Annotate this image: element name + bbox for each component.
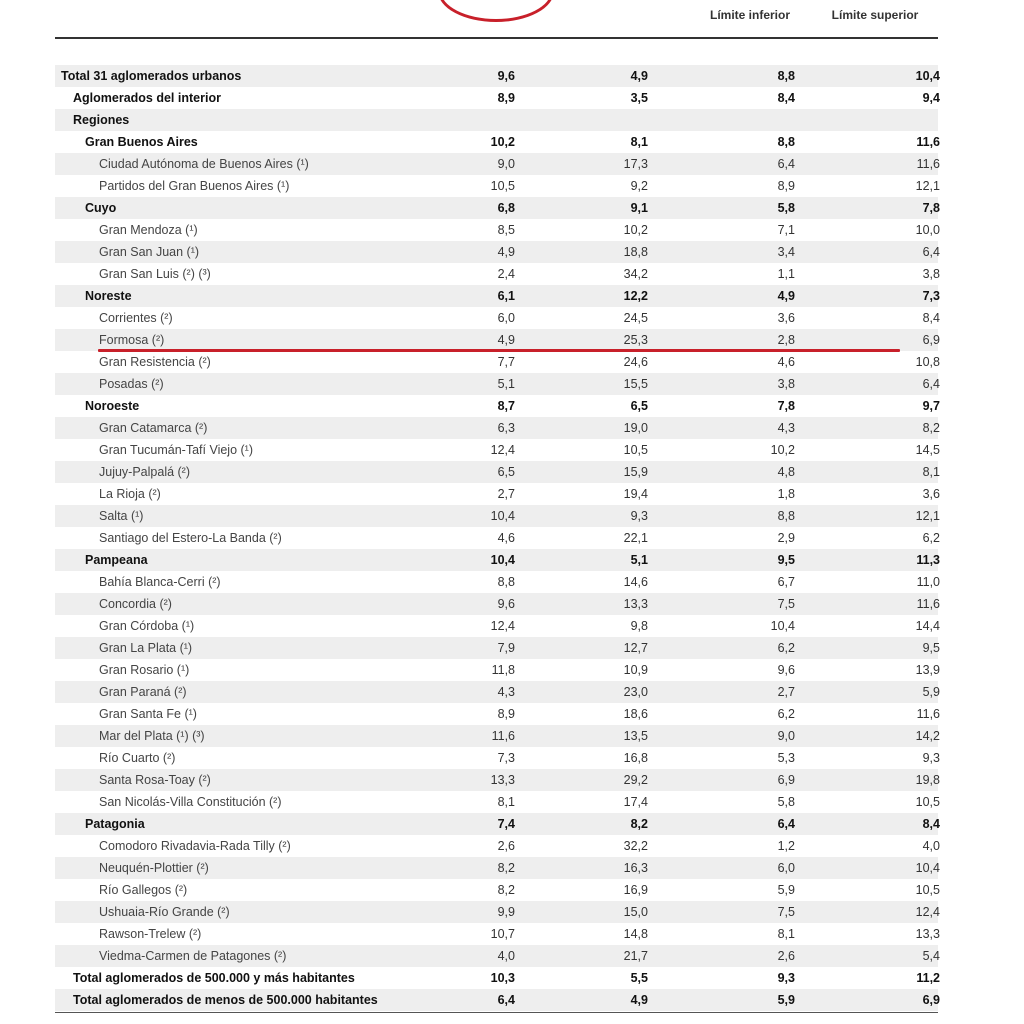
cv-cell: 12,2 <box>623 289 648 303</box>
lower-limit-cell: 1,8 <box>777 487 795 501</box>
table-row <box>55 813 938 835</box>
value-cell: 6,8 <box>497 201 515 215</box>
lower-limit-cell: 3,6 <box>777 311 795 325</box>
value-cell: 6,3 <box>497 421 515 435</box>
lower-limit-cell: 4,3 <box>777 421 795 435</box>
table-row <box>55 725 938 747</box>
value-cell: 10,2 <box>490 135 515 149</box>
value-cell: 5,1 <box>497 377 515 391</box>
table-row <box>55 395 938 417</box>
cv-cell: 16,3 <box>623 861 648 875</box>
cv-cell: 3,5 <box>630 91 648 105</box>
table-row <box>55 197 938 219</box>
lower-limit-cell: 7,8 <box>777 399 795 413</box>
lower-limit-cell: 9,5 <box>777 553 795 567</box>
table-row <box>55 241 938 263</box>
lower-limit-cell: 4,6 <box>777 355 795 369</box>
value-cell: 7,7 <box>497 355 515 369</box>
value-cell: 9,0 <box>497 157 515 171</box>
table-row <box>55 989 938 1011</box>
lower-limit-cell: 9,3 <box>777 971 795 985</box>
upper-limit-cell: 6,9 <box>922 333 940 347</box>
value-cell: 13,3 <box>490 773 515 787</box>
lower-limit-cell: 5,8 <box>777 201 795 215</box>
lower-limit-cell: 8,4 <box>777 91 795 105</box>
value-cell: 6,0 <box>497 311 515 325</box>
table-row <box>55 461 938 483</box>
cv-cell: 16,9 <box>623 883 648 897</box>
row-label: Total 31 aglomerados urbanos <box>61 69 242 83</box>
row-label: Neuquén-Plottier (²) <box>99 861 209 875</box>
lower-limit-cell: 8,1 <box>777 927 795 941</box>
cv-cell: 9,3 <box>630 509 648 523</box>
cv-cell: 19,0 <box>623 421 648 435</box>
upper-limit-cell: 13,3 <box>915 927 940 941</box>
table-row <box>55 703 938 725</box>
row-label: Gran San Luis (²) (³) <box>99 267 211 281</box>
row-label: Total aglomerados de menos de 500.000 habitantes <box>73 993 378 1007</box>
row-label: Bahía Blanca-Cerri (²) <box>99 575 221 589</box>
value-cell: 10,7 <box>490 927 515 941</box>
lower-limit-cell: 10,2 <box>770 443 795 457</box>
upper-limit-cell: 9,5 <box>922 641 940 655</box>
upper-limit-cell: 11,6 <box>916 597 940 611</box>
upper-limit-cell: 12,1 <box>915 509 940 523</box>
upper-limit-cell: 10,0 <box>915 223 940 237</box>
table-row <box>55 659 938 681</box>
row-label: Viedma-Carmen de Patagones (²) <box>99 949 287 963</box>
upper-limit-cell: 19,8 <box>915 773 940 787</box>
table-row <box>55 307 938 329</box>
cv-cell: 16,8 <box>623 751 648 765</box>
upper-limit-cell: 10,5 <box>915 795 940 809</box>
row-label: Río Gallegos (²) <box>99 883 188 897</box>
row-label: Santiago del Estero-La Banda (²) <box>99 531 282 545</box>
cv-cell: 18,8 <box>623 245 648 259</box>
upper-limit-cell: 10,8 <box>915 355 940 369</box>
table-row <box>55 549 938 571</box>
upper-limit-cell: 10,4 <box>915 861 940 875</box>
upper-limit-cell: 8,4 <box>922 817 940 831</box>
upper-limit-cell: 10,5 <box>915 883 940 897</box>
table-row <box>55 615 938 637</box>
upper-limit-cell: 3,6 <box>922 487 940 501</box>
value-cell: 7,4 <box>497 817 515 831</box>
lower-limit-cell: 2,8 <box>777 333 795 347</box>
upper-limit-cell: 4,0 <box>922 839 940 853</box>
cv-cell: 34,2 <box>623 267 648 281</box>
upper-limit-cell: 6,4 <box>922 245 940 259</box>
table-row <box>55 417 938 439</box>
row-label: Concordia (²) <box>99 597 172 611</box>
cv-cell: 4,9 <box>630 993 648 1007</box>
lower-limit-cell: 3,4 <box>777 245 795 259</box>
row-label: Mar del Plata (¹) (³) <box>99 729 205 743</box>
red-circle-annotation <box>438 0 554 22</box>
cv-cell: 24,6 <box>623 355 648 369</box>
cv-cell: 23,0 <box>623 685 648 699</box>
lower-limit-cell: 5,8 <box>777 795 795 809</box>
row-label: Ciudad Autónoma de Buenos Aires (¹) <box>99 157 309 171</box>
upper-limit-cell: 12,4 <box>915 905 940 919</box>
lower-limit-cell: 6,9 <box>777 773 795 787</box>
table-row <box>55 109 938 131</box>
table-row <box>55 131 938 153</box>
header-lower-limit: Límite inferior <box>709 8 790 22</box>
cv-cell: 15,5 <box>623 377 648 391</box>
value-cell: 10,5 <box>490 179 515 193</box>
cv-cell: 5,1 <box>630 553 648 567</box>
value-cell: 10,3 <box>490 971 515 985</box>
row-label: Rawson-Trelew (²) <box>99 927 202 941</box>
row-label: Gran Córdoba (¹) <box>99 619 195 633</box>
lower-limit-cell: 2,9 <box>777 531 795 545</box>
cv-cell: 13,3 <box>623 597 648 611</box>
header-rule <box>55 37 938 39</box>
value-cell: 12,4 <box>490 443 515 457</box>
row-label: Salta (¹) <box>99 509 144 523</box>
red-underline-annotation <box>98 349 900 352</box>
cv-cell: 9,1 <box>630 201 648 215</box>
cv-cell: 8,1 <box>630 135 648 149</box>
row-label: Regiones <box>73 113 130 127</box>
cv-cell: 5,5 <box>630 971 648 985</box>
upper-limit-cell: 8,2 <box>922 421 940 435</box>
upper-limit-cell: 11,3 <box>916 553 940 567</box>
upper-limit-cell: 11,6 <box>916 135 940 149</box>
lower-limit-cell: 4,8 <box>777 465 795 479</box>
value-cell: 8,2 <box>497 861 515 875</box>
upper-limit-cell: 11,6 <box>916 707 940 721</box>
table-row <box>55 219 938 241</box>
row-label: Noreste <box>85 289 132 303</box>
lower-limit-cell: 7,5 <box>777 905 795 919</box>
table-row <box>55 483 938 505</box>
row-label: Gran La Plata (¹) <box>99 641 193 655</box>
lower-limit-cell: 8,9 <box>777 179 795 193</box>
lower-limit-cell: 1,2 <box>777 839 795 853</box>
value-cell: 4,6 <box>497 531 515 545</box>
cv-cell: 15,0 <box>623 905 648 919</box>
cv-cell: 21,7 <box>623 949 648 963</box>
cv-cell: 18,6 <box>623 707 648 721</box>
value-cell: 4,9 <box>497 245 515 259</box>
table-row <box>55 923 938 945</box>
cv-cell: 10,9 <box>623 663 648 677</box>
table-row <box>55 747 938 769</box>
row-label: Gran Santa Fe (¹) <box>99 707 197 721</box>
cv-cell: 25,3 <box>623 333 648 347</box>
row-label: Noroeste <box>85 399 140 413</box>
lower-limit-cell: 9,0 <box>777 729 795 743</box>
table-row <box>55 901 938 923</box>
row-label: Gran Mendoza (¹) <box>99 223 198 237</box>
lower-limit-cell: 7,1 <box>777 223 795 237</box>
cv-cell: 17,4 <box>623 795 648 809</box>
cv-cell: 9,8 <box>630 619 648 633</box>
cv-cell: 29,2 <box>623 773 648 787</box>
upper-limit-cell: 14,5 <box>915 443 940 457</box>
row-label: Gran Catamarca (²) <box>99 421 208 435</box>
lower-limit-cell: 6,0 <box>777 861 795 875</box>
row-label: Formosa (²) <box>99 333 165 347</box>
upper-limit-cell: 10,4 <box>915 69 940 83</box>
table-row <box>55 87 938 109</box>
row-label: Aglomerados del interior <box>73 91 221 105</box>
table-row <box>55 879 938 901</box>
table-row <box>55 373 938 395</box>
lower-limit-cell: 6,4 <box>777 817 795 831</box>
row-label: Ushuaia-Río Grande (²) <box>99 905 230 919</box>
table-row <box>55 967 938 989</box>
upper-limit-cell: 9,7 <box>922 399 940 413</box>
lower-limit-cell: 2,7 <box>777 685 795 699</box>
upper-limit-cell: 7,3 <box>922 289 940 303</box>
value-cell: 9,6 <box>497 597 515 611</box>
header-upper-limit: Límite superior <box>831 8 919 22</box>
row-label: Gran Rosario (¹) <box>99 663 190 677</box>
lower-limit-cell: 6,4 <box>777 157 795 171</box>
cv-cell: 6,5 <box>630 399 648 413</box>
value-cell: 4,3 <box>497 685 515 699</box>
value-cell: 9,6 <box>497 69 515 83</box>
value-cell: 8,8 <box>497 575 515 589</box>
row-label: Jujuy-Palpalá (²) <box>99 465 191 479</box>
table-row <box>55 681 938 703</box>
lower-limit-cell: 5,9 <box>777 883 795 897</box>
cv-cell: 14,8 <box>623 927 648 941</box>
lower-limit-cell: 9,6 <box>777 663 795 677</box>
value-cell: 4,9 <box>497 333 515 347</box>
table-row <box>55 945 938 967</box>
table-row <box>55 285 938 307</box>
value-cell: 6,4 <box>497 993 515 1007</box>
cv-cell: 15,9 <box>623 465 648 479</box>
upper-limit-cell: 5,4 <box>922 949 940 963</box>
value-cell: 11,6 <box>491 729 515 743</box>
lower-limit-cell: 1,1 <box>777 267 795 281</box>
lower-limit-cell: 8,8 <box>777 509 795 523</box>
table-row <box>55 505 938 527</box>
lower-limit-cell: 5,9 <box>777 993 795 1007</box>
value-cell: 7,9 <box>497 641 515 655</box>
footer-rule <box>55 1012 938 1013</box>
lower-limit-cell: 6,7 <box>777 575 795 589</box>
upper-limit-cell: 8,1 <box>922 465 940 479</box>
value-cell: 7,3 <box>497 751 515 765</box>
value-cell: 10,4 <box>490 509 515 523</box>
table-row <box>55 791 938 813</box>
data-table <box>55 65 938 1011</box>
upper-limit-cell: 5,9 <box>922 685 940 699</box>
row-label: Gran San Juan (¹) <box>99 245 200 259</box>
cv-cell: 22,1 <box>623 531 648 545</box>
cv-cell: 4,9 <box>630 69 648 83</box>
row-label: Posadas (²) <box>99 377 164 391</box>
value-cell: 2,7 <box>497 487 515 501</box>
table-row <box>55 769 938 791</box>
upper-limit-cell: 11,0 <box>916 575 940 589</box>
value-cell: 8,9 <box>497 707 515 721</box>
upper-limit-cell: 14,2 <box>915 729 940 743</box>
lower-limit-cell: 5,3 <box>777 751 795 765</box>
value-cell: 8,2 <box>497 883 515 897</box>
table-row <box>55 65 938 87</box>
cv-cell: 13,5 <box>623 729 648 743</box>
cv-cell: 14,6 <box>623 575 648 589</box>
value-cell: 11,8 <box>491 663 515 677</box>
row-label: San Nicolás-Villa Constitución (²) <box>99 795 282 809</box>
lower-limit-cell: 8,8 <box>777 135 795 149</box>
value-cell: 8,7 <box>497 399 515 413</box>
upper-limit-cell: 14,4 <box>915 619 940 633</box>
lower-limit-cell: 4,9 <box>777 289 795 303</box>
row-label: Corrientes (²) <box>99 311 173 325</box>
table-row <box>55 351 938 373</box>
row-label: Patagonia <box>85 817 145 831</box>
row-label: Gran Tucumán-Tafí Viejo (¹) <box>99 443 253 457</box>
upper-limit-cell: 7,8 <box>922 201 940 215</box>
table-row <box>55 153 938 175</box>
table-row <box>55 263 938 285</box>
row-label: Pampeana <box>85 553 148 567</box>
cv-cell: 12,7 <box>623 641 648 655</box>
lower-limit-cell: 2,6 <box>777 949 795 963</box>
cv-cell: 17,3 <box>623 157 648 171</box>
lower-limit-cell: 7,5 <box>777 597 795 611</box>
upper-limit-cell: 13,9 <box>915 663 940 677</box>
lower-limit-cell: 6,2 <box>777 641 795 655</box>
value-cell: 6,1 <box>497 289 515 303</box>
cv-cell: 10,5 <box>623 443 648 457</box>
table-row <box>55 637 938 659</box>
upper-limit-cell: 12,1 <box>915 179 940 193</box>
upper-limit-cell: 11,6 <box>916 157 940 171</box>
table-row <box>55 857 938 879</box>
row-label: Comodoro Rivadavia-Rada Tilly (²) <box>99 839 291 853</box>
lower-limit-cell: 8,8 <box>777 69 795 83</box>
table-row <box>55 439 938 461</box>
value-cell: 2,6 <box>497 839 515 853</box>
row-label: Santa Rosa-Toay (²) <box>99 773 211 787</box>
upper-limit-cell: 6,4 <box>922 377 940 391</box>
upper-limit-cell: 6,2 <box>922 531 940 545</box>
row-label: La Rioja (²) <box>99 487 161 501</box>
row-label: Gran Paraná (²) <box>99 685 187 699</box>
row-label: Cuyo <box>85 201 117 215</box>
lower-limit-cell: 3,8 <box>777 377 795 391</box>
table-header <box>0 0 1024 40</box>
value-cell: 8,9 <box>497 91 515 105</box>
cv-cell: 32,2 <box>623 839 648 853</box>
value-cell: 4,0 <box>497 949 515 963</box>
cv-cell: 10,2 <box>623 223 648 237</box>
upper-limit-cell: 8,4 <box>922 311 940 325</box>
table-row <box>55 835 938 857</box>
value-cell: 12,4 <box>490 619 515 633</box>
lower-limit-cell: 6,2 <box>777 707 795 721</box>
row-label: Gran Resistencia (²) <box>99 355 211 369</box>
row-label: Total aglomerados de 500.000 y más habitantes <box>73 971 355 985</box>
value-cell: 6,5 <box>497 465 515 479</box>
row-label: Partidos del Gran Buenos Aires (¹) <box>99 179 290 193</box>
upper-limit-cell: 3,8 <box>922 267 940 281</box>
row-label: Gran Buenos Aires <box>85 135 198 149</box>
upper-limit-cell: 6,9 <box>922 993 940 1007</box>
table-row <box>55 571 938 593</box>
cv-cell: 8,2 <box>630 817 648 831</box>
cv-cell: 24,5 <box>623 311 648 325</box>
value-cell: 8,1 <box>497 795 515 809</box>
table-row <box>55 593 938 615</box>
table-row <box>55 329 938 351</box>
cv-cell: 19,4 <box>623 487 648 501</box>
value-cell: 10,4 <box>490 553 515 567</box>
table-row <box>55 175 938 197</box>
value-cell: 8,5 <box>497 223 515 237</box>
upper-limit-cell: 11,2 <box>916 971 940 985</box>
cv-cell: 9,2 <box>630 179 648 193</box>
value-cell: 9,9 <box>497 905 515 919</box>
lower-limit-cell: 10,4 <box>770 619 795 633</box>
upper-limit-cell: 9,4 <box>922 91 940 105</box>
table-row <box>55 527 938 549</box>
upper-limit-cell: 9,3 <box>922 751 940 765</box>
row-label: Río Cuarto (²) <box>99 751 176 765</box>
value-cell: 2,4 <box>497 267 515 281</box>
